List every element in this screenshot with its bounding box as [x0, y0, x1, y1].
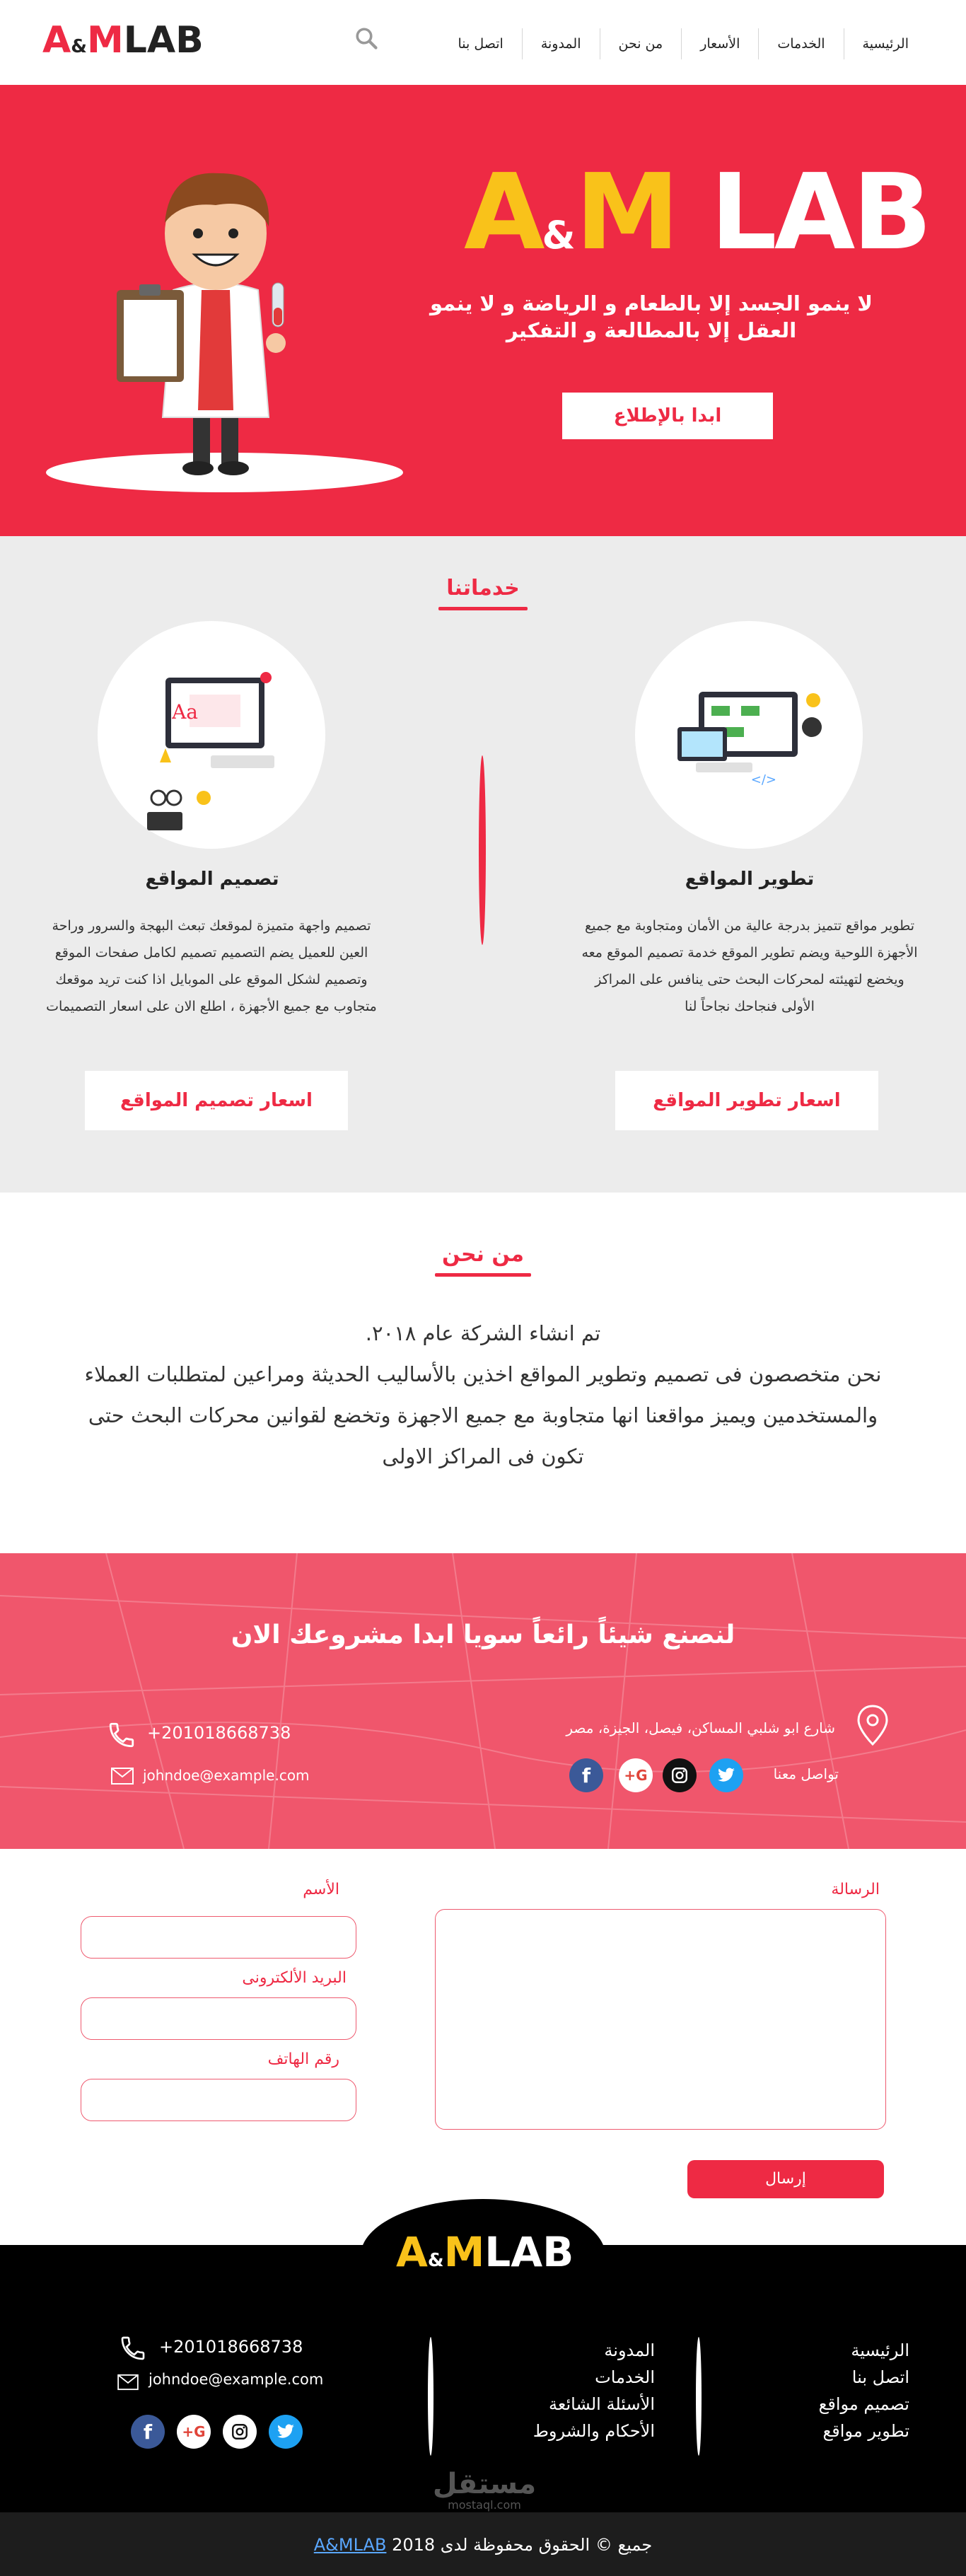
nav-item-services[interactable]: الخدمات	[758, 28, 843, 59]
footer-links-primary	[819, 2337, 909, 2444]
contact-phone[interactable]: +201018668738	[147, 1723, 291, 1743]
contact-band	[0, 1553, 966, 1849]
svg-text:Aa: Aa	[172, 700, 198, 724]
phone-icon	[106, 1720, 137, 1750]
nav-item-home[interactable]: الرئيسية	[844, 28, 927, 59]
services-title: خدماتنا	[446, 576, 520, 601]
map-background	[0, 1553, 966, 1849]
svg-text:</>: </>	[750, 772, 776, 787]
web-development-image	[635, 621, 863, 849]
service-desc-design: تصميم واجهة متميزة لموقعك تبعث البهجة والسرور وراحة العين للعميل يضم التصميم تصميم لكامل صفحات الموقع وتصميم لشكل الموقع على الموبايل اذا كنت تريد موقعك متجاوب مع جميع الأجهزة ، اطلع الان على اسعار التصميمات	[46, 918, 377, 1014]
service-title-design: تصميم المواقع	[145, 869, 279, 890]
footer-divider-right	[696, 2337, 702, 2456]
contact-band-title: لنصنع شيئاً رائعاً سويا ابدا مشروعك الان	[231, 1620, 735, 1649]
hero-logo: A&M LAB	[464, 151, 930, 273]
main-nav	[440, 28, 927, 59]
service-title-development: تطوير المواقع	[685, 869, 815, 890]
site-header	[0, 0, 966, 85]
footer-links-secondary	[533, 2337, 655, 2444]
copyright-year: 2018	[392, 2535, 436, 2555]
message-textarea[interactable]	[435, 1909, 886, 2130]
name-input[interactable]	[81, 1916, 356, 1959]
footer-mail-icon	[117, 2374, 139, 2391]
nav-item-pricing[interactable]: الأسعار	[681, 28, 758, 59]
footer-phone-icon	[119, 2334, 147, 2362]
copyright-brand-link[interactable]: A&MLAB	[313, 2535, 387, 2555]
site-footer	[0, 2228, 966, 2512]
footer-email[interactable]: johndoe@example.com	[149, 2371, 324, 2388]
nav-item-contact[interactable]: اتصل بنا	[458, 36, 504, 52]
scientist-illustration	[103, 156, 336, 488]
copyright-text: جميع © الحقوق محفوظة لدى	[440, 2535, 653, 2555]
contact-address: شارع ابو شلبي المساكن، فيصل، الجيزة، مصر	[566, 1719, 835, 1736]
hero-tagline: لا ينمو الجسد إلا بالطعام و الرياضة و لا ينمو العقل إلا بالمطالعة و التفكير	[429, 291, 873, 342]
follow-us-label: تواصل معنا	[773, 1765, 839, 1782]
footer-phone[interactable]: +201018668738	[159, 2337, 303, 2357]
nav-item-about[interactable]: من نحن	[600, 28, 682, 59]
email-label: البريد الألكترونى	[242, 1969, 347, 1987]
footer-link-faq[interactable]: الأسئلة الشائعة	[549, 2394, 655, 2414]
message-label: الرسالة	[831, 1881, 880, 1898]
start-browsing-button[interactable]: ابدا بالإطلاع	[562, 393, 773, 439]
mostaql-watermark: مستقل mostaql.com	[432, 2468, 537, 2512]
about-description: نحن متخصصون فى تصميم وتطوير المواقع اخذين بالأساليب الحديثة ومراعين لمتطلبات العملاء والمستخدمين ويميز مواقعنا انها متجاوبة مع جميع الاجهزة وتخضع لقوانين محركات البحث حتى تكون فى المراكز الاولى	[84, 1362, 882, 1468]
phone-label: رقم الهاتف	[267, 2050, 339, 2068]
mail-icon	[110, 1767, 134, 1785]
site-logo[interactable]: A&MLAB	[42, 19, 204, 62]
footer-instagram-icon[interactable]	[223, 2415, 257, 2449]
footer-link-services[interactable]: الخدمات	[595, 2367, 655, 2387]
services-divider	[479, 755, 486, 945]
footer-twitter-icon[interactable]	[269, 2415, 303, 2449]
instagram-icon[interactable]	[663, 1758, 697, 1792]
web-design-image	[98, 621, 325, 849]
footer-link-home[interactable]: الرئيسية	[851, 2340, 909, 2360]
service-desc-development: تطوير مواقع تتميز بدرجة عالية من الأمان ومتجاوبة مع جميع الأجهزة اللوحية ويضم تطوير الموقع خدمة تصميم الموقع معه ويخضع لتهيئته لمحركات البحث حتى ينافس على المراكز الأولى فنجاحك نجاحاً لنا	[581, 918, 918, 1014]
services-title-underline	[438, 607, 528, 610]
google-plus-icon[interactable]: G+	[619, 1758, 653, 1792]
nav-item-blog[interactable]: المدونة	[522, 28, 600, 59]
twitter-icon[interactable]	[709, 1758, 743, 1792]
services-section	[0, 536, 966, 1193]
name-label: الأسم	[303, 1881, 339, 1898]
footer-link-contact[interactable]: اتصل بنا	[851, 2367, 909, 2387]
footer-link-blog[interactable]: المدونة	[604, 2340, 655, 2360]
about-text	[78, 1313, 888, 1477]
design-pricing-button[interactable]: اسعار تصميم المواقع	[85, 1071, 348, 1130]
submit-button[interactable]: إرسال	[687, 2160, 884, 2198]
about-title-underline	[435, 1273, 531, 1277]
about-title: من نحن	[442, 1242, 524, 1267]
development-pricing-button[interactable]: اسعار تطوير المواقع	[615, 1071, 878, 1130]
footer-link-development[interactable]: تطوير مواقع	[822, 2421, 909, 2441]
facebook-icon[interactable]: f	[569, 1758, 603, 1792]
copyright-bar	[0, 2512, 966, 2576]
contact-email[interactable]: johndoe@example.com	[143, 1767, 310, 1784]
design-tools-icon	[98, 621, 325, 849]
location-pin-icon	[856, 1703, 890, 1747]
contact-form	[0, 1849, 966, 2245]
footer-link-terms[interactable]: الأحكام والشروط	[533, 2421, 655, 2441]
about-founded: تم انشاء الشركة عام ٢٠١٨.	[365, 1321, 601, 1345]
hero-section	[0, 85, 966, 536]
email-input[interactable]	[81, 1997, 356, 2040]
footer-google-plus-icon[interactable]: G+	[177, 2415, 211, 2449]
about-section	[0, 1193, 966, 1553]
footer-facebook-icon[interactable]: f	[131, 2415, 165, 2449]
footer-logo[interactable]: A&MLAB	[396, 2228, 574, 2276]
search-icon[interactable]	[354, 25, 379, 51]
footer-link-design[interactable]: تصميم مواقع	[818, 2394, 909, 2414]
phone-input[interactable]	[81, 2079, 356, 2121]
footer-divider-left	[428, 2337, 433, 2456]
monitor-code-icon	[635, 621, 863, 849]
